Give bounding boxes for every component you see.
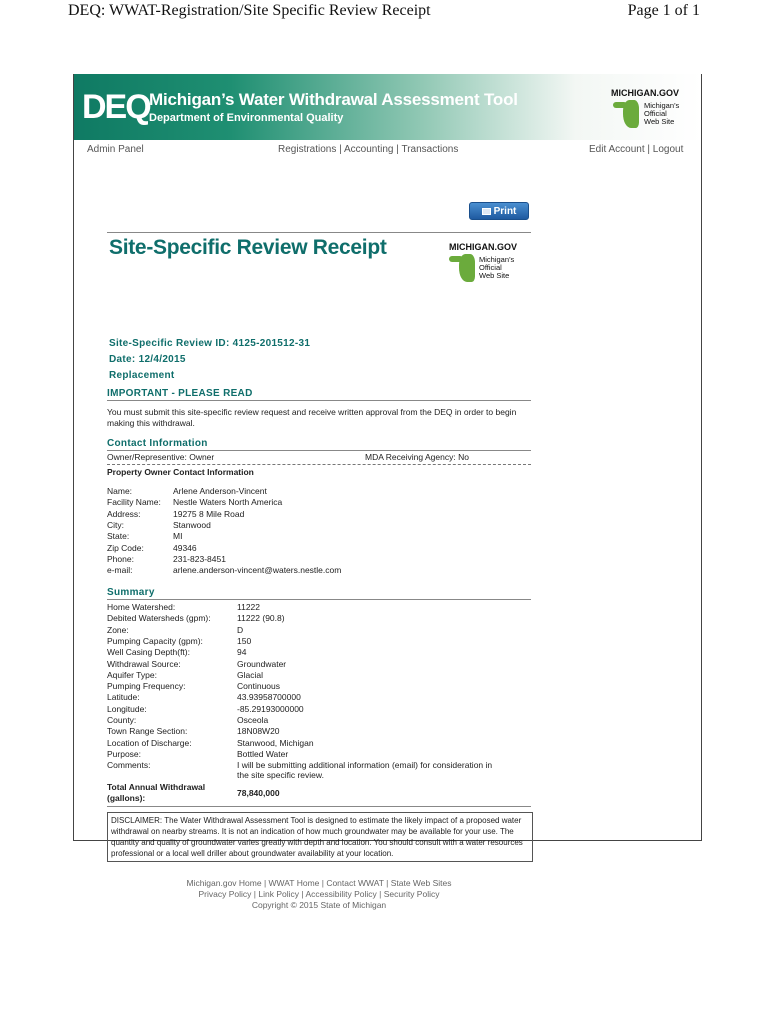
field-value: Osceola xyxy=(237,715,269,725)
total-withdrawal-label: Total Annual Withdrawal (gallons): xyxy=(107,782,206,803)
page-frame xyxy=(73,74,702,910)
disclaimer: DISCLAIMER: The Water Withdrawal Assessment Tool is designed to estimate the likely impact of a proposed water withdrawal on nearby streams. It is not an indication of how much groundwater may be available for your use. The quantity and quality of groundwater varies greatly with depth and location. You should consult with a water resources professional or a local well driller about groundwater availability at your location. xyxy=(107,812,533,862)
summary-heading: Summary xyxy=(107,587,531,600)
nav-transactions[interactable]: Transactions xyxy=(401,144,459,155)
printer-icon xyxy=(482,208,491,215)
field-value: Stanwood, Michigan xyxy=(237,737,314,748)
field-label: Debited Watersheds (gpm): xyxy=(107,613,211,624)
field-label: Pumping Capacity (gpm): xyxy=(107,635,203,646)
property-owner-heading: Property Owner Contact Information xyxy=(107,467,254,477)
field-value: 150 xyxy=(237,635,252,646)
footer-link[interactable]: Accessibility Policy xyxy=(305,889,377,899)
field-label: Aquifer Type: xyxy=(107,669,157,680)
field-value: Groundwater xyxy=(237,658,287,669)
field-value: 19275 8 Mile Road xyxy=(173,508,245,519)
field-label: Phone: xyxy=(107,553,134,564)
field-value: Nestle Waters North America xyxy=(173,497,283,508)
mda-receiving-agency: MDA Receiving Agency: No xyxy=(365,452,469,462)
field-value: arlene.anderson-vincent@waters.nestle.com xyxy=(173,565,342,576)
footer-links-1: Michigan.gov Home | WWAT Home | Contact WWAT | State Web Sites xyxy=(186,878,452,888)
field-value: 49346 xyxy=(173,542,197,553)
nav-logout[interactable]: Logout xyxy=(652,144,684,155)
field-value: D xyxy=(237,624,244,635)
field-value: Arlene Anderson-Vincent xyxy=(173,486,267,496)
michigan-gov-logo[interactable]: MICHIGAN.GOV Michigan’s Official Web Site xyxy=(611,88,699,138)
footer-link[interactable]: State Web Sites xyxy=(390,878,452,888)
receipt-date: Date: 12/4/2015 xyxy=(109,354,186,365)
field-value: I will be submitting additional information (email) for consideration in xyxy=(237,760,493,771)
footer-link[interactable]: Privacy Policy xyxy=(198,889,252,899)
field-label: Pumping Frequency: xyxy=(107,681,186,692)
nav-admin-panel[interactable]: Admin Panel xyxy=(87,144,144,155)
footer-link[interactable]: Link Policy xyxy=(258,889,299,899)
contact-heading: Contact Information xyxy=(107,438,531,451)
nav-center-links: Registrations | Accounting | Transactions xyxy=(278,144,459,155)
footer-link[interactable]: Security Policy xyxy=(383,889,440,899)
field-label: Well Casing Depth(ft): xyxy=(107,647,190,658)
field-label: Latitude: xyxy=(107,692,140,703)
field-label: Home Watershed: xyxy=(107,602,176,612)
field-value: Bottled Water xyxy=(237,748,289,759)
page-title: DEQ: WWAT-Registration/Site Specific Review Receipt xyxy=(68,2,431,19)
summary-fields xyxy=(107,602,531,782)
field-value: 43.93958700000 xyxy=(237,692,301,703)
nav-accounting[interactable]: Accounting xyxy=(343,144,394,155)
total-withdrawal-value: 78,840,000 xyxy=(237,788,280,798)
footer-link[interactable]: Michigan.gov Home xyxy=(186,878,262,888)
field-label: County: xyxy=(107,715,137,725)
site-banner xyxy=(74,74,701,140)
michigan-gov-logo-small: MICHIGAN.GOV Michigan’s Official Web Site xyxy=(447,242,529,292)
field-label: Location of Discharge: xyxy=(107,737,192,748)
nav-edit-account[interactable]: Edit Account xyxy=(589,144,645,155)
banner-subtitle: Department of Environmental Quality xyxy=(149,112,344,124)
field-value: Stanwood xyxy=(173,519,211,530)
deq-logo[interactable]: DEQ xyxy=(82,87,150,126)
field-label: Zone: xyxy=(107,624,129,635)
field-label: Name: xyxy=(107,486,133,496)
field-label: City: xyxy=(107,519,124,530)
field-value: 11222 (90.8) xyxy=(237,613,285,624)
field-label: Longitude: xyxy=(107,703,147,714)
field-label: Purpose: xyxy=(107,748,142,759)
contact-fields xyxy=(107,486,531,578)
field-value: 18N08W20 xyxy=(237,726,280,737)
field-value: -85.29193000000 xyxy=(237,703,304,714)
field-label: Comments: xyxy=(107,760,151,771)
field-value: MI xyxy=(173,531,183,542)
field-label: Zip Code: xyxy=(107,542,144,553)
request-type: Replacement xyxy=(109,370,175,381)
print-page-header xyxy=(68,2,700,22)
footer-links-2: Privacy Policy | Link Policy | Accessibility Policy | Security Policy xyxy=(198,889,440,899)
print-button[interactable]: Print xyxy=(469,202,529,220)
footer-copyright: Copyright © 2015 State of Michigan xyxy=(251,900,387,910)
nav-account-links: Edit Account | Logout xyxy=(589,144,684,155)
important-text: You must submit this site-specific review request and receive written approval from the DEQ in order to begin making this withdrawal. xyxy=(107,407,517,428)
receipt-title: Site-Specific Review Receipt xyxy=(109,236,387,259)
field-label: Town Range Section: xyxy=(107,726,188,737)
page-number: Page 1 of 1 xyxy=(627,2,700,19)
important-heading: IMPORTANT - PLEASE READ xyxy=(107,388,531,401)
review-id: Site-Specific Review ID: 4125-201512-31 xyxy=(109,338,311,349)
banner-title: Michigan’s Water Withdrawal Assessment Tool xyxy=(149,90,518,109)
field-label: Withdrawal Source: xyxy=(107,658,181,669)
field-value: 231-823-8451 xyxy=(173,553,226,564)
comments-continued: the site specific review. xyxy=(237,770,324,780)
field-value: Glacial xyxy=(237,669,263,680)
nav-registrations[interactable]: Registrations xyxy=(278,144,337,155)
field-label: State: xyxy=(107,531,130,542)
owner-representative: Owner/Representive: Owner xyxy=(107,452,215,462)
field-value: 94 xyxy=(237,647,247,658)
field-value: Continuous xyxy=(237,681,281,692)
field-label: e-mail: xyxy=(107,565,133,576)
field-label: Address: xyxy=(107,508,141,519)
field-value: 11222 xyxy=(237,602,261,612)
field-label: Facility Name: xyxy=(107,497,161,508)
footer-link[interactable]: Contact WWAT xyxy=(326,878,384,888)
footer-link[interactable]: WWAT Home xyxy=(268,878,320,888)
